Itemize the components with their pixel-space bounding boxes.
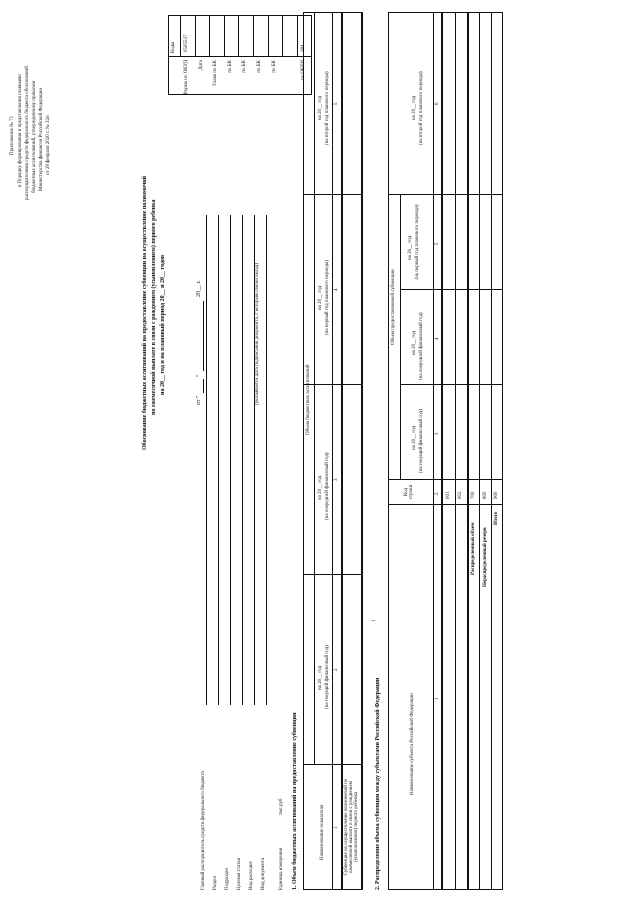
- s2-hline: [433, 12, 434, 890]
- unit-value: тыс.руб: [279, 798, 284, 815]
- s2-num: 1: [435, 697, 440, 700]
- s1-thick: [341, 12, 343, 890]
- s1-col-sub: (на первый год планового периода): [325, 260, 330, 335]
- s2-col-top: на 20__ год: [412, 425, 417, 450]
- s1-num: 4: [334, 288, 339, 291]
- s2-row-code: 002: [458, 491, 463, 499]
- codes-row-label: по ОКЕИ: [300, 60, 306, 81]
- section1-title: 1. Объем бюджетных ассигнований на предоставление субвенции: [292, 712, 298, 890]
- s2-col-code: Код строки: [404, 484, 414, 500]
- s1-col-name: Наименование показателя: [320, 804, 325, 860]
- s1-thick: [361, 12, 363, 890]
- footnote-mark: 1: [372, 619, 377, 622]
- s2-col-sub: (на текущий финансовый год): [419, 409, 424, 473]
- s2-total-code: 900: [494, 491, 499, 499]
- codes-row-value: 384: [300, 44, 306, 52]
- codes-row-line: [195, 15, 196, 57]
- codes-row-label: по БК: [242, 60, 248, 73]
- date-suffix: 20__ г.: [196, 280, 202, 297]
- s2-total-code: 700: [471, 491, 476, 499]
- document-title: Обоснование бюджетных ассигнований на предоставление субвенции на осуществление полномочий: [142, 175, 148, 450]
- date-caption: (указывается дата подписания документа, с которым связан вклад): [255, 263, 260, 405]
- codes-row-label: Форма по ОКУД: [184, 60, 189, 96]
- codes-row-label: Глава по БК: [213, 60, 219, 86]
- s2-col-sub: (на очередной финансовый год): [419, 312, 424, 380]
- codes-row-line: [282, 15, 283, 57]
- s1-hline: [332, 12, 333, 890]
- s2-total-label: Распределенный объем: [471, 522, 476, 575]
- s2-thick: [467, 12, 469, 890]
- s2-vline: [388, 889, 503, 890]
- codes-row-label: по БК: [257, 60, 262, 73]
- field-label: Вид документа: [261, 857, 266, 890]
- s1-hline: [314, 12, 315, 765]
- field-label: Вид расходов: [249, 861, 254, 890]
- s1-num: 2: [334, 668, 339, 671]
- codes-row-line: [209, 15, 210, 57]
- field-label: Целевая статья: [237, 858, 242, 890]
- s2-vline: [388, 479, 503, 480]
- field-line: [218, 215, 219, 705]
- s2-num: 2: [435, 492, 440, 495]
- codes-row-label: по БК: [227, 60, 233, 73]
- codes-divider: [168, 56, 312, 57]
- appendix-line: к Порядку формирования и представления главными: [18, 74, 23, 187]
- s1-col-sub: (на текущий финансовый год): [325, 645, 330, 709]
- s1-num: 3: [334, 478, 339, 481]
- appendix-line: бюджетных ассигнований, утвержденному приказом: [32, 80, 37, 193]
- unit-label: Единица измерения: [279, 847, 284, 890]
- date-mid: ": [196, 374, 202, 377]
- s2-col-top: на 20__ год: [412, 95, 417, 120]
- s2-col-sub: (на второй год планового периода): [419, 71, 424, 145]
- codes-header: Коды: [171, 41, 176, 53]
- codes-row-value: 0505537: [184, 34, 189, 52]
- s1-col-top: на 20__ год: [318, 475, 323, 500]
- field-line: [206, 215, 207, 705]
- s2-col-name: Наименование субъекта Российской Федерации: [410, 693, 415, 795]
- field-line: [266, 215, 267, 705]
- s2-vline: [388, 194, 503, 195]
- field-label: Раздел: [213, 875, 218, 890]
- s2-hline: [479, 12, 480, 890]
- s2-num: 6: [435, 102, 440, 105]
- s1-num: 5: [334, 102, 339, 105]
- appendix-line: от 28 февраля 2020 г. № 32н: [46, 115, 51, 175]
- s2-total-label: Итого: [494, 511, 499, 525]
- s1-col-sub: (на второй год планового периода): [325, 71, 330, 145]
- s2-group-header: Объем предоставляемой субвенции: [391, 269, 396, 345]
- s2-num: 3: [435, 432, 440, 435]
- s1-col-top: на 20__ год: [318, 95, 323, 120]
- codes-row-line: [238, 15, 239, 57]
- codes-row-line: [297, 15, 298, 57]
- s1-col-top: на 20__ год: [318, 285, 323, 310]
- codes-box: [168, 15, 312, 95]
- s2-col-sub: (на первый год планового периода): [415, 204, 420, 280]
- field-label: Главный распорядитель средств федерального бюджета: [201, 771, 206, 890]
- codes-row-line: [224, 15, 225, 57]
- field-line: [230, 215, 231, 705]
- s2-total-code: 800: [483, 491, 488, 499]
- s1-group-header: Объем бюджетных ассигнований: [306, 364, 311, 435]
- s2-vline: [400, 289, 503, 290]
- date-day-line: [203, 379, 204, 393]
- codes-row-label: по БК: [271, 60, 277, 73]
- s1-col-top: на 20__ год: [318, 665, 323, 690]
- codes-row-line: [180, 15, 181, 57]
- s1-num: 1: [334, 826, 339, 829]
- s2-row-code: 001: [446, 491, 451, 499]
- s1-vline: [303, 194, 363, 195]
- s1-col-sub: (на очередной финансовый год): [325, 452, 330, 520]
- s2-col-top: на 20__ год: [408, 235, 413, 260]
- s1-row-label: Субвенция на осуществление полномочий по ежемесячной выплате в связи с рождением (усыновлением) первого ребенка: [344, 778, 359, 876]
- s1-vline: [303, 574, 363, 575]
- s2-vline: [388, 504, 503, 505]
- field-line: [254, 215, 255, 705]
- appendix-line: распорядителями средств федерального бюджета обоснований: [25, 66, 30, 200]
- s2-num: 4: [435, 337, 440, 340]
- appendix-number: Приложение № 71: [10, 115, 15, 155]
- s2-hline: [455, 12, 456, 890]
- field-label: Подраздел: [225, 867, 230, 890]
- s2-hline: [491, 12, 492, 890]
- codes-row-label: Дата: [198, 60, 204, 70]
- date-prefix: от ": [196, 395, 202, 405]
- document-title: на 20__ год и на плановый период 20__ и 20__ годов: [160, 254, 166, 395]
- s2-thick: [441, 12, 443, 890]
- section1-table: [300, 12, 363, 890]
- s2-total-label: Нераспределенный резерв: [483, 527, 488, 587]
- s1-vline: [303, 764, 363, 765]
- s2-num: 5: [435, 242, 440, 245]
- section2-title: 2. Распределение объема субвенции между субъектами Российской Федерации: [375, 677, 381, 890]
- section2-table: [388, 12, 503, 890]
- codes-row-line: [268, 15, 269, 57]
- date-month-line: [203, 301, 204, 371]
- s1-vline: [303, 384, 363, 385]
- codes-row-line: [253, 15, 254, 57]
- field-line: [242, 215, 243, 705]
- s2-col-top: на 20__ год: [412, 330, 417, 355]
- document-title: по ежемесячной выплате в связи с рождением (усыновлением) первого ребенка: [151, 199, 157, 415]
- s2-vline: [400, 384, 503, 385]
- s2-hline: [400, 195, 401, 480]
- appendix-line: Министерства финансов Российской Федерации: [39, 87, 44, 191]
